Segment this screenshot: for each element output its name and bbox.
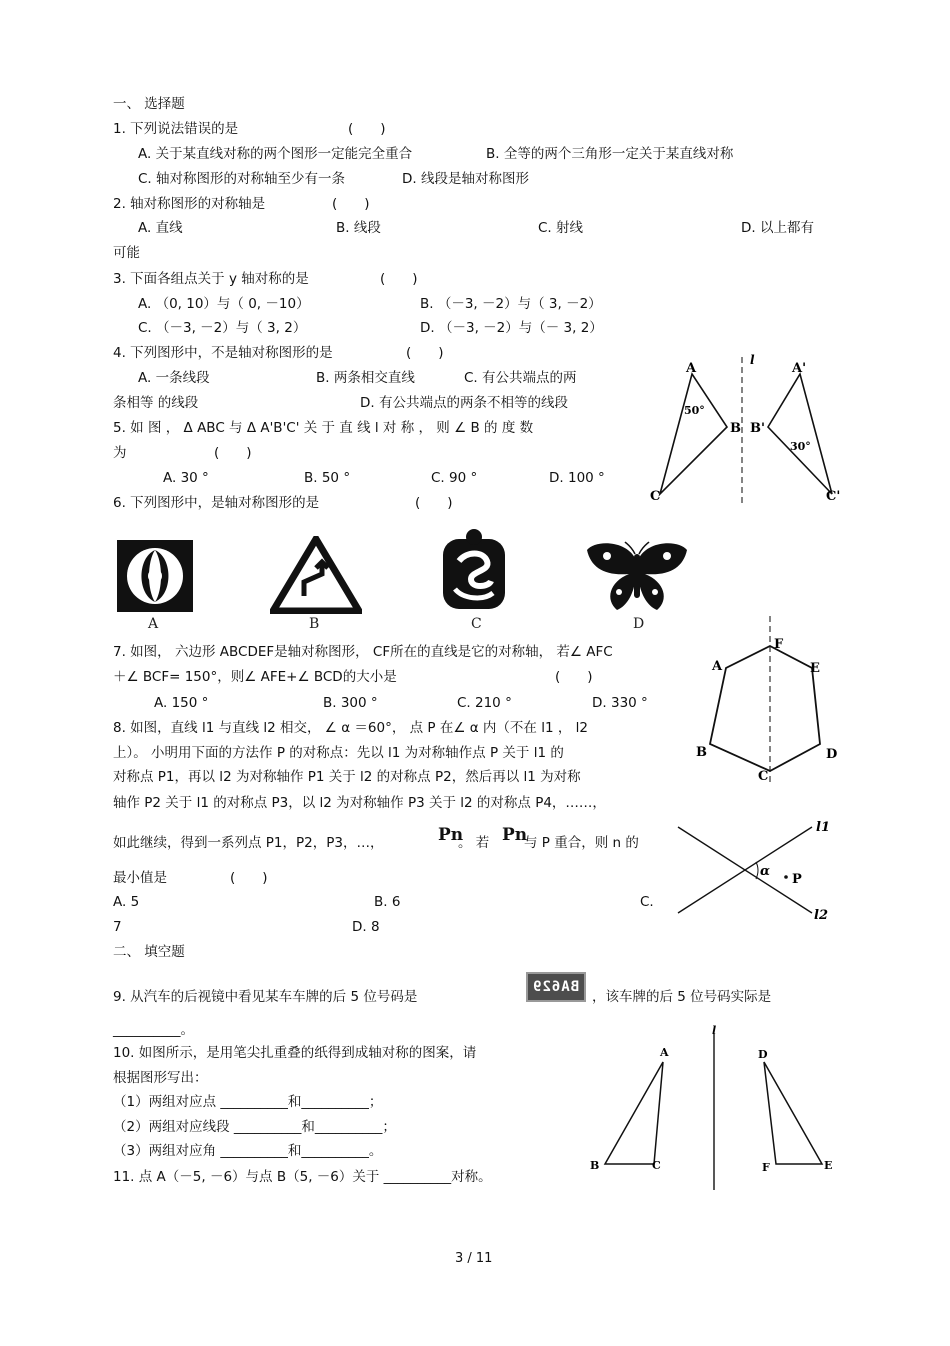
fig5-label-b-prime: B'	[750, 421, 765, 436]
q3-option-a: A. （0, 10）与（ 0, －10）	[138, 296, 310, 312]
q2-stem: 2. 轴对称图形的对称轴是	[113, 196, 266, 212]
q7-option-a: A. 150 °	[154, 695, 209, 711]
q5-paren: ( )	[214, 445, 252, 461]
fig5-label-a-prime: A'	[792, 361, 807, 376]
q2-paren: ( )	[332, 196, 370, 212]
q7-option-b: B. 300 °	[323, 695, 378, 711]
q6-label-b: B	[309, 616, 320, 632]
q7-line1: 7. 如图， 六边形 ABCDEF是轴对称图形， CF所在的直线是它的对称轴， 若∠ AFC	[113, 644, 613, 660]
q10-line1: 10. 如图所示，是用笔尖扎重叠的纸得到成轴对称的图案，请	[113, 1045, 477, 1061]
q5-option-b: B. 50 °	[304, 470, 351, 486]
q4-option-c-cont: 条相等 的线段	[113, 395, 199, 411]
q8-option-c-cont: 7	[113, 919, 122, 935]
q8-line3: 对称点 P1，再以 l2 为对称轴作 P1 关于 l2 的对称点 P2，然后再以 l1 为对称	[113, 769, 581, 785]
fig7-label-c: C	[758, 769, 769, 784]
fig10-label-l: l	[712, 1024, 717, 1037]
fig8-label-l2: l2	[814, 908, 828, 923]
q8-line5-part2: 。 若	[458, 835, 490, 851]
q10-item1: （1）两组对应点 __________和__________；	[113, 1094, 383, 1110]
q6-option-b-warning-sign-image	[270, 536, 362, 614]
q5-symmetric-triangles-figure	[640, 352, 850, 507]
q2-option-a: A. 直线	[138, 220, 183, 236]
q10-item2: （2）两组对应线段 __________和__________；	[113, 1119, 396, 1135]
q1-paren: ( )	[348, 121, 386, 137]
fig8-label-p: P	[792, 872, 802, 887]
q9-plate-mirrored-text: BA629	[532, 979, 580, 995]
q3-paren: ( )	[380, 271, 418, 287]
q8-intersecting-lines-figure	[676, 815, 836, 925]
q9-blank: __________。	[113, 1022, 194, 1038]
page-number: 3 / 11	[455, 1251, 493, 1266]
q3-option-c: C. （－3, －2）与（ 3, 2）	[138, 320, 307, 336]
q6-option-a-logo-image	[117, 540, 193, 612]
fig5-label-l: l	[750, 353, 755, 367]
q8-paren: ( )	[230, 870, 268, 886]
q10-item3: （3）两组对应角 __________和__________。	[113, 1143, 383, 1159]
q8-line1: 8. 如图，直线 l1 与直线 l2 相交， ∠ α ＝60°， 点 P 在∠ α 内（不在 l1 ， l2	[113, 720, 588, 736]
q8-pn-symbol-1: Pn	[438, 825, 464, 845]
fig10-label-e: E	[824, 1159, 833, 1172]
q4-option-b: B. 两条相交直线	[316, 370, 415, 386]
fig10-label-a: A	[660, 1046, 669, 1059]
q1-option-b: B. 全等的两个三角形一定关于某直线对称	[486, 146, 734, 162]
q7-option-d: D. 330 °	[592, 695, 648, 711]
q9-stem-after: ，该车牌的后 5 位号码实际是	[592, 989, 772, 1005]
q9-license-plate-image	[526, 972, 586, 1002]
q8-line4: 轴作 P2 关于 l1 的对称点 P3，以 l2 为对称轴作 P3 关于 l2 的对称点 P4，……，	[113, 795, 606, 811]
q8-line5-part3: 与 P 重合，则 n 的	[524, 835, 639, 851]
fig7-label-e: E	[810, 661, 820, 676]
q7-paren: ( )	[555, 669, 593, 685]
fig7-label-d: D	[826, 747, 838, 762]
fig10-label-b: B	[590, 1159, 600, 1172]
q8-option-a: A. 5	[113, 894, 140, 910]
fig7-label-f: F	[774, 637, 784, 652]
q2-option-b: B. 线段	[336, 220, 381, 236]
q10-line2: 根据图形写出：	[113, 1070, 208, 1086]
q5-option-a: A. 30 °	[163, 470, 209, 486]
fig5-label-a: A	[686, 361, 697, 376]
q4-paren: ( )	[406, 345, 444, 361]
q3-option-b: B. （－3, －2）与（ 3, －2）	[420, 296, 602, 312]
q5-option-c: C. 90 °	[431, 470, 478, 486]
fig5-angle-30: 30°	[790, 440, 811, 453]
fig7-label-b: B	[696, 745, 707, 760]
q7-line2: ＋∠ BCF= 150°，则∠ AFE+∠ BCD的大小是	[113, 669, 397, 685]
q4-option-a: A. 一条线段	[138, 370, 210, 386]
fig10-label-d: D	[758, 1048, 768, 1061]
fig10-label-c: C	[652, 1159, 661, 1172]
q1-stem: 1. 下列说法错误的是	[113, 121, 239, 137]
fig7-label-a: A	[712, 659, 723, 674]
q6-label-c: C	[471, 616, 482, 632]
q2-option-c: C. 射线	[538, 220, 584, 236]
fig5-label-c-prime: C'	[826, 489, 841, 504]
q8-option-c: C.	[640, 894, 654, 910]
q6-label-d: D	[633, 616, 645, 632]
section-heading-fill: 二、 填空题	[113, 944, 185, 960]
q1-option-a: A. 关于某直线对称的两个图形一定能完全重合	[138, 146, 413, 162]
q8-pn-symbol-2: Pn	[502, 825, 528, 845]
q7-hexagon-figure	[690, 614, 845, 784]
q8-option-d: D. 8	[352, 919, 380, 935]
q5-option-d: D. 100 °	[549, 470, 605, 486]
fig5-angle-50: 50°	[684, 404, 705, 417]
q5-stem: 5. 如 图 ， Δ ABC 与 Δ A'B'C' 关 于 直 线 l 对 称 ， 则 ∠ B 的 度 数	[113, 420, 534, 436]
fig5-label-b: B	[730, 421, 741, 436]
q8-line2: 上）。 小明用下面的方法作 P 的对称点：先以 l1 为对称轴作点 P 关于 l1 的	[113, 745, 564, 761]
q11-stem: 11. 点 A（－5, －6）与点 B（5, －6）关于 __________对称。	[113, 1169, 492, 1185]
section-heading-choice: 一、 选择题	[113, 96, 185, 112]
q3-option-d: D. （－3, －2）与（－ 3, 2）	[420, 320, 603, 336]
q8-option-b: B. 6	[374, 894, 401, 910]
q6-option-c-emblem-image	[441, 527, 507, 611]
q6-paren: ( )	[415, 495, 453, 511]
q1-option-c: C. 轴对称图形的对称轴至少有一条	[138, 171, 346, 187]
fig8-label-l1: l1	[816, 820, 830, 835]
fig10-label-f: F	[762, 1161, 770, 1174]
q7-option-c: C. 210 °	[457, 695, 512, 711]
q8-line6: 最小值是	[113, 870, 167, 886]
q6-label-a: A	[148, 616, 159, 632]
q4-option-d: D. 有公共端点的两条不相等的线段	[360, 395, 568, 411]
fig5-label-c: C	[650, 489, 661, 504]
q9-stem: 9. 从汽车的后视镜中看见某车车牌的后 5 位号码是	[113, 989, 418, 1005]
q1-option-d: D. 线段是轴对称图形	[402, 171, 529, 187]
q10-symmetric-triangles-figure	[586, 1024, 842, 1190]
fig8-label-alpha: α	[760, 864, 771, 879]
q2-option-d-cont: 可能	[113, 245, 140, 261]
q3-stem: 3. 下面各组点关于 y 轴对称的是	[113, 271, 309, 287]
q6-stem: 6. 下列图形中，是轴对称图形的是	[113, 495, 320, 511]
q4-stem: 4. 下列图形中，不是轴对称图形的是	[113, 345, 333, 361]
q2-option-d: D. 以上都有	[741, 220, 814, 236]
q4-option-c: C. 有公共端点的两	[464, 370, 577, 386]
q8-line5-part1: 如此继续，得到一系列点 P1，P2，P3，…，	[113, 835, 384, 851]
q6-option-d-butterfly-image	[585, 538, 689, 612]
q5-stem-cont: 为	[113, 445, 127, 461]
